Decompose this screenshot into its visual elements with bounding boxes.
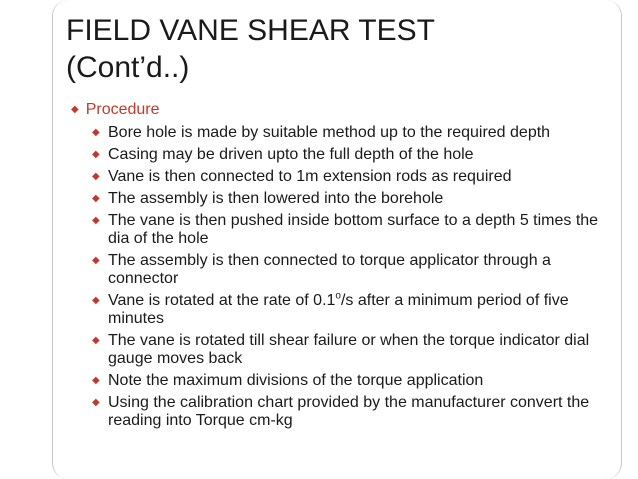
list-item: ◆ The assembly is then lowered into the borehole bbox=[92, 190, 444, 207]
section-label: Procedure bbox=[85, 101, 160, 118]
list-item: ◆ The vane is then pushed inside bottom surface to a depth 5 times the dia of the hole bbox=[92, 212, 599, 247]
list-item: ◆ Vane is then connected to 1m extension rods as required bbox=[92, 168, 512, 185]
bullet-icon: ◆ bbox=[92, 295, 100, 306]
bullet-icon: ◆ bbox=[92, 397, 100, 408]
slide-margin bbox=[0, 0, 52, 479]
bullet-icon: ◆ bbox=[71, 104, 79, 115]
bullet-icon: ◆ bbox=[92, 255, 100, 266]
bullet-icon: ◆ bbox=[92, 335, 100, 346]
bullet-icon: ◆ bbox=[92, 127, 100, 138]
list-item: ◆ Casing may be driven upto the full depth of the hole bbox=[92, 146, 474, 163]
procedure-list bbox=[92, 124, 612, 434]
list-item: ◆ The vane is rotated till shear failure or when the torque indicator dial gauge moves back bbox=[92, 332, 590, 367]
list-item: ◆ Note the maximum divisions of the torque application bbox=[92, 372, 484, 389]
bullet-icon: ◆ bbox=[92, 215, 100, 226]
section-heading bbox=[71, 100, 160, 121]
bullet-icon: ◆ bbox=[92, 375, 100, 386]
list-item: ◆ Vane is rotated at the rate of 0.1$^o$/s after a minimum period of five minutes bbox=[92, 290, 569, 327]
list-item: ◆ The assembly is then connected to torque applicator through a connector bbox=[92, 252, 551, 287]
bullet-icon: ◆ bbox=[92, 193, 100, 204]
degree-sup: o bbox=[335, 290, 341, 302]
bullet-icon: ◆ bbox=[92, 171, 100, 182]
list-item: ◆ Bore hole is made by suitable method up to the required depth bbox=[92, 124, 551, 141]
list-item: ◆ Using the calibration chart provided by the manufacturer convert the reading into Torque cm-kg bbox=[92, 394, 590, 429]
page-title bbox=[66, 12, 606, 86]
bullet-icon: ◆ bbox=[92, 149, 100, 160]
title-line-1: FIELD VANE SHEAR TEST bbox=[66, 14, 435, 47]
title-line-2: (Cont’d..) bbox=[66, 51, 190, 84]
